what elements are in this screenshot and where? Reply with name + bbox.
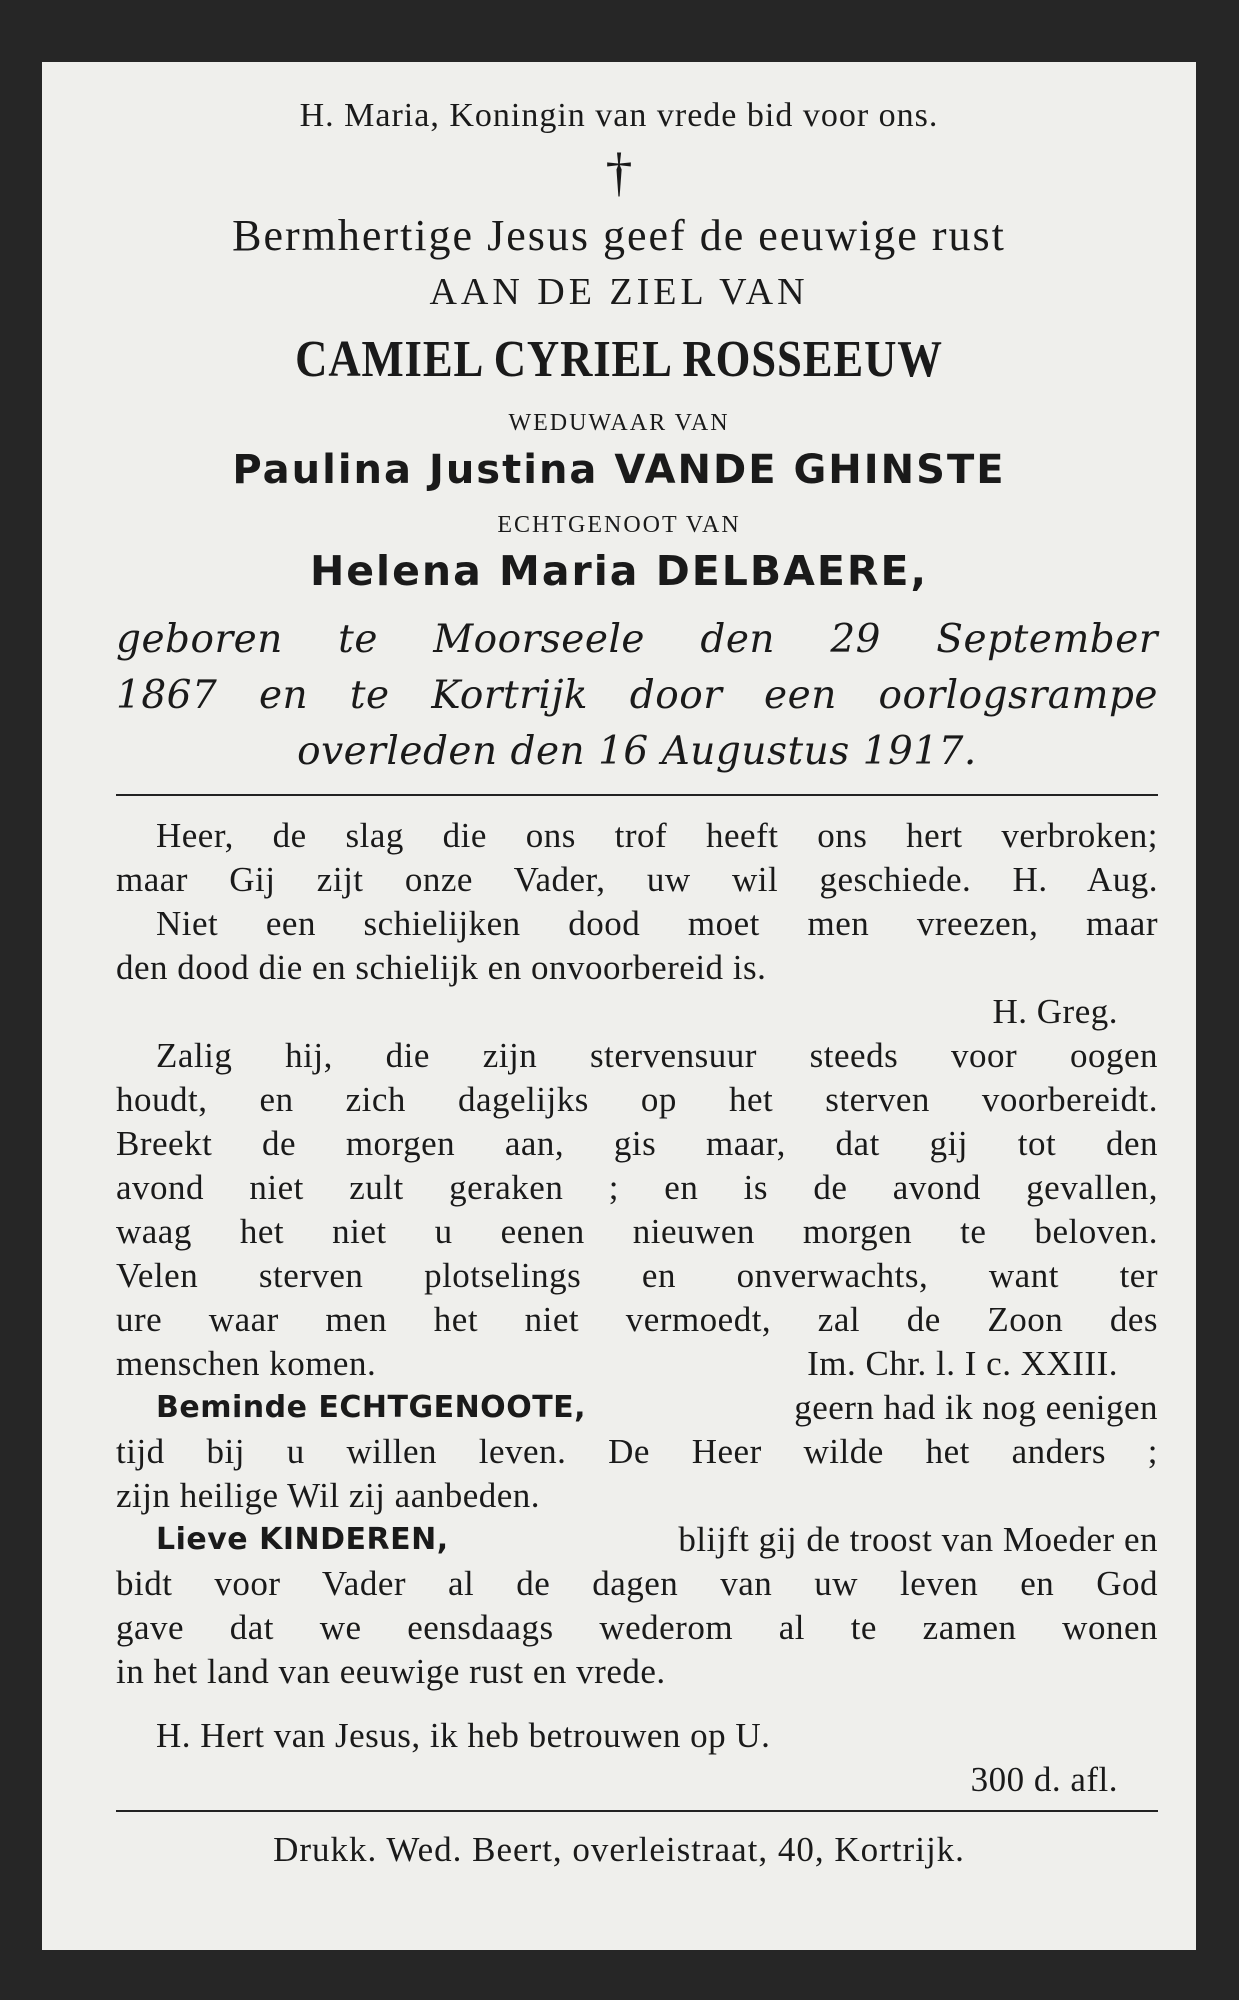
greg-line-2: den dood die en schielijk en onvoorbereid is. — [116, 948, 767, 987]
spouse-address-text-1: geern had ik nog eenigen — [794, 1388, 1158, 1427]
spouse-address-line-3: zijn heilige Wil zij aanbeden. — [116, 1476, 541, 1515]
spouse-address-line-2: tijd bij u willen leven. De Heer wilde het anders ; — [116, 1432, 1158, 1471]
spouse-name: Helena Maria DELBAERE, — [309, 547, 929, 595]
header-prayer: H. Maria, Koningin van vrede bid voor ons. — [299, 97, 939, 134]
birth-death-block — [116, 612, 1158, 780]
chr-quote — [116, 1034, 1158, 1386]
cross-icon: † — [605, 142, 633, 202]
children-line-3: gave dat we eensdaags wederom al te zamen wonen — [116, 1608, 1158, 1647]
children-label: Lieve KINDEREN, — [156, 1522, 449, 1557]
intro-line: Bermhertige Jesus geef de eeuwige rust — [232, 211, 1006, 260]
spouse-address — [116, 1386, 1158, 1518]
children-text-1: blijft gij de troost van Moeder en — [678, 1520, 1158, 1559]
chr-line-3: Breekt de morgen aan, gis maar, dat gij tot den — [116, 1124, 1158, 1163]
chr-line-6: Velen sterven plotselings en onverwachts, want ter — [116, 1256, 1158, 1295]
chr-last-line: menschen komen. — [116, 1344, 377, 1383]
intro-soul-line: AAN DE ZIEL VAN — [429, 271, 809, 313]
indulgence: 300 d. afl. — [970, 1760, 1118, 1799]
chr-line-7: ure waar men het niet vermoedt, zal de Zoon des — [116, 1300, 1158, 1339]
children-line-2: bidt voor Vader al de dagen van uw leven en God — [116, 1564, 1158, 1603]
chr-ref: Im. Chr. l. I c. XXIII. — [807, 1344, 1118, 1383]
aug-line-2: maar Gij zijt onze Vader, uw wil geschiede. H. Aug. — [116, 860, 1158, 899]
greg-quote — [116, 902, 1158, 1034]
children-line-4: in het land van eeuwige rust en vrede. — [116, 1652, 666, 1691]
death-cause-line: 1867 en te Kortrijk door een oorlogsrampe — [116, 673, 1158, 718]
aug-quote — [116, 814, 1158, 902]
aug-line-1: Heer, de slag die ons trof heeft ons hert verbroken; — [156, 816, 1158, 855]
chr-line-4: avond niet zult geraken ; en is de avond gevallen, — [116, 1168, 1158, 1207]
birth-line: geboren te Moorseele den 29 September — [116, 617, 1158, 662]
spouse-address-line-1 — [116, 1386, 1158, 1430]
sacred-heart-line: H. Hert van Jesus, ik heb betrouwen op U. — [156, 1716, 771, 1755]
greg-line-1: Niet een schielijken dood moet men vreezen, maar — [156, 904, 1158, 943]
greg-ref: H. Greg. — [992, 992, 1118, 1031]
divider-bottom — [116, 1810, 1158, 1812]
chr-line-1: Zalig hij, die zijn stervensuur steeds voor oogen — [156, 1036, 1158, 1075]
spouse-address-label: Beminde ECHTGENOOTE, — [156, 1390, 587, 1425]
printer-line: Drukk. Wed. Beert, overleistraat, 40, Kortrijk. — [273, 1830, 965, 1869]
chr-line-8 — [116, 1342, 1158, 1386]
children-address — [116, 1518, 1158, 1694]
deceased-name: CAMIEL CYRIEL ROSSEEUW — [295, 331, 943, 388]
widower-label: WEDUWAAR VAN — [508, 410, 730, 436]
closing-prayer — [116, 1714, 1158, 1802]
divider-top — [116, 794, 1158, 796]
spouse-label: ECHTGENOOT VAN — [497, 512, 741, 538]
first-wife-name: Paulina Justina VANDE GHINSTE — [232, 447, 1006, 493]
children-line-1 — [116, 1518, 1158, 1562]
chr-line-5: waag het niet u eenen nieuwen morgen te beloven. — [116, 1212, 1158, 1251]
memorial-card — [42, 62, 1196, 1950]
chr-line-2: houdt, en zich dagelijks op het sterven voorbereidt. — [116, 1080, 1158, 1119]
death-date-line: overleden den 16 Augustus 1917. — [297, 729, 977, 774]
